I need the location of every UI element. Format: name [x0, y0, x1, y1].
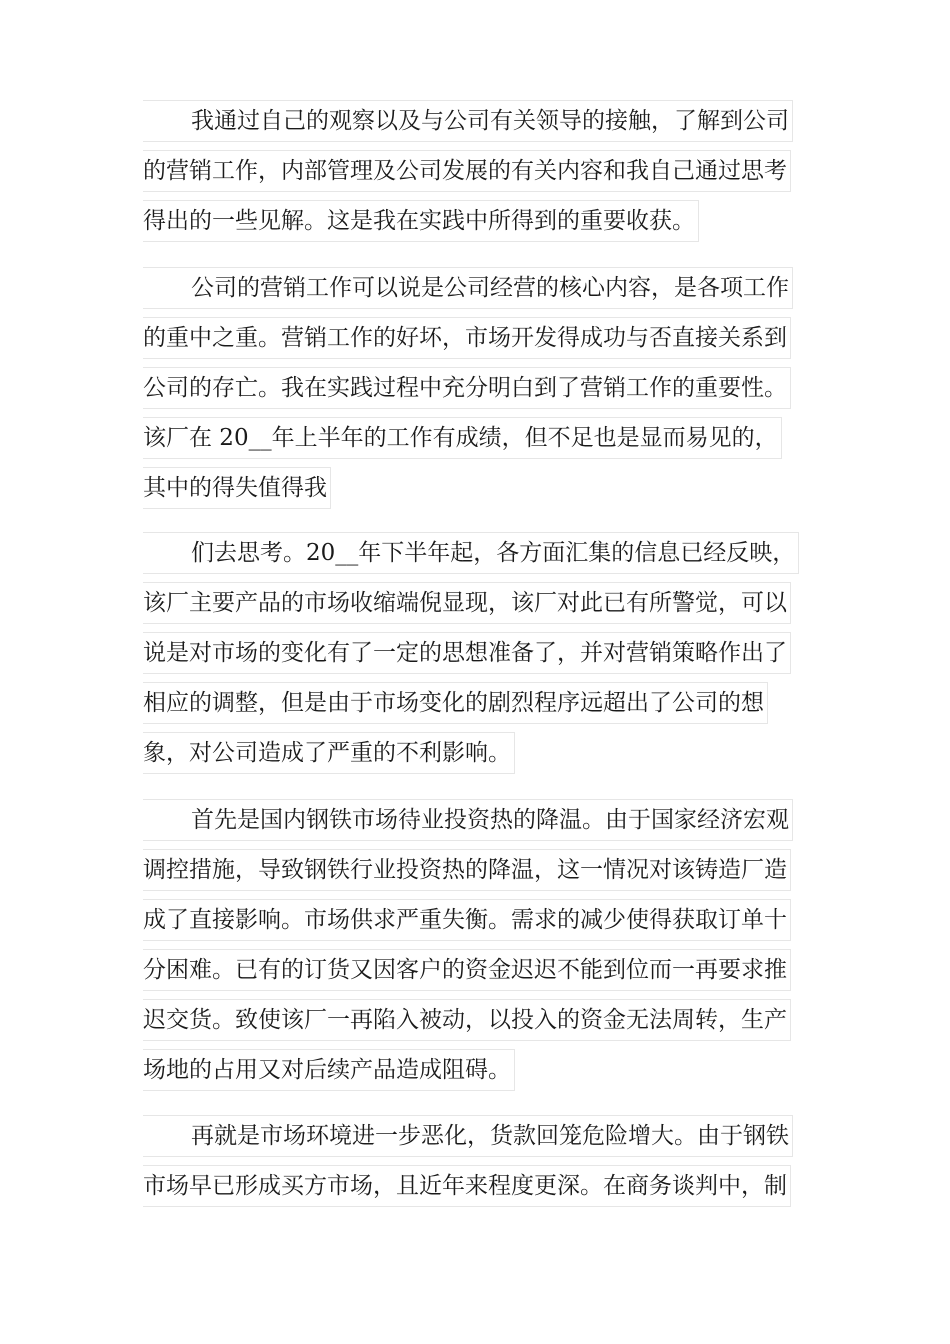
text-line — [143, 265, 843, 313]
line-text: 们去思考。20__年下半年起，各方面汇集的信息已经反映， — [143, 530, 799, 576]
text-line — [143, 465, 843, 513]
line-text: 的重中之重。营销工作的好坏，市场开发得成功与否直接关系到 — [143, 315, 791, 361]
text-line — [143, 730, 843, 778]
line-text: 公司的存亡。我在实践过程中充分明白到了营销工作的重要性。 — [143, 365, 791, 411]
line-text: 公司的营销工作可以说是公司经营的核心内容，是各项工作 — [143, 265, 793, 311]
text-line — [143, 1163, 843, 1211]
text-line — [143, 530, 843, 578]
text-line — [143, 897, 843, 945]
line-text: 分困难。已有的订货又因客户的资金迟迟不能到位而一再要求推 — [143, 947, 791, 993]
line-text: 我通过自己的观察以及与公司有关领导的接触，了解到公司 — [143, 98, 793, 144]
paragraph-1 — [143, 98, 843, 248]
text-line — [143, 365, 843, 413]
text-line — [143, 315, 843, 363]
text-line — [143, 680, 843, 728]
line-text: 说是对市场的变化有了一定的思想准备了，并对营销策略作出了 — [143, 630, 791, 676]
line-text: 该厂主要产品的市场收缩端倪显现，该厂对此已有所警觉，可以 — [143, 580, 791, 626]
text-line — [143, 797, 843, 845]
paragraph-3 — [143, 530, 843, 780]
line-text: 再就是市场环境进一步恶化，货款回笼危险增大。由于钢铁 — [143, 1113, 793, 1159]
line-text: 该厂在 20__年上半年的工作有成绩，但不足也是显而易见的， — [143, 415, 782, 461]
line-text: 成了直接影响。市场供求严重失衡。需求的减少使得获取订单十 — [143, 897, 791, 943]
line-text: 首先是国内钢铁市场待业投资热的降温。由于国家经济宏观 — [143, 797, 793, 843]
line-text: 象，对公司造成了严重的不利影响。 — [143, 730, 515, 776]
paragraph-4 — [143, 797, 843, 1097]
line-text: 得出的一些见解。这是我在实践中所得到的重要收获。 — [143, 198, 699, 244]
text-line — [143, 947, 843, 995]
text-line — [143, 198, 843, 246]
text-line — [143, 415, 843, 463]
text-line — [143, 630, 843, 678]
text-line — [143, 580, 843, 628]
line-text: 的营销工作，内部管理及公司发展的有关内容和我自己通过思考 — [143, 148, 791, 194]
line-text: 市场早已形成买方市场，且近年来程度更深。在商务谈判中，制 — [143, 1163, 791, 1209]
line-text: 迟交货。致使该厂一再陷入被动，以投入的资金无法周转，生产 — [143, 997, 791, 1043]
line-text: 其中的得失值得我 — [143, 465, 331, 511]
line-text: 调控措施，导致钢铁行业投资热的降温，这一情况对该铸造厂造 — [143, 847, 791, 893]
line-text: 场地的占用又对后续产品造成阻碍。 — [143, 1047, 515, 1093]
text-line — [143, 98, 843, 146]
paragraph-5 — [143, 1113, 843, 1213]
line-text: 相应的调整，但是由于市场变化的剧烈程序远超出了公司的想 — [143, 680, 768, 726]
text-line — [143, 847, 843, 895]
text-line — [143, 1047, 843, 1095]
text-line — [143, 997, 843, 1045]
text-line — [143, 1113, 843, 1161]
paragraph-2 — [143, 265, 843, 515]
text-line — [143, 148, 843, 196]
